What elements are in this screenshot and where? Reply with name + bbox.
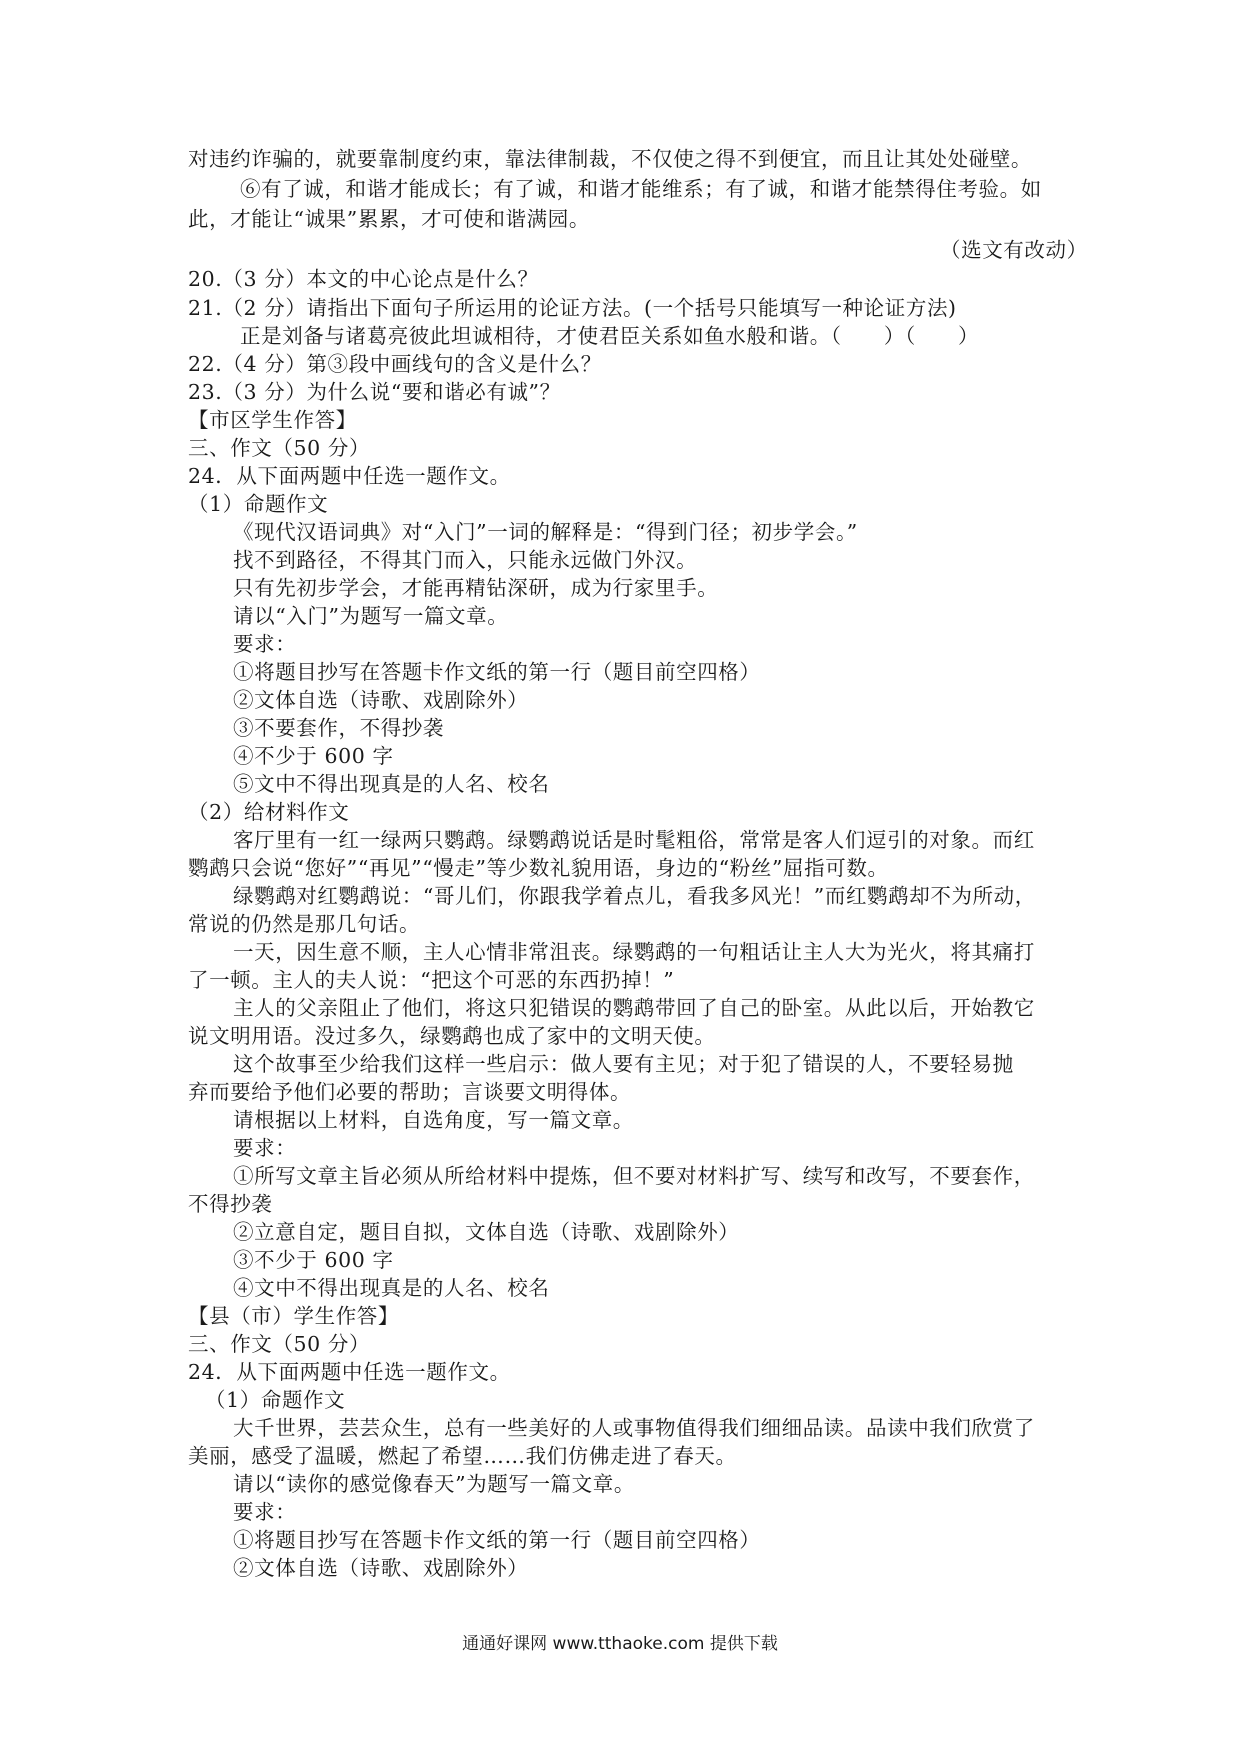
text-line: 弃而要给予他们必要的帮助；言谈要文明得体。 [188, 1080, 632, 1104]
requirement-item: ③不少于 600 字 [233, 1248, 394, 1272]
text-line: 一天，因生意不顺，主人心情非常沮丧。绿鹦鹉的一句粗话让主人大为光火，将其痛打 [233, 940, 1035, 964]
text-line: 正是刘备与诸葛亮彼此坦诚相待，才使君臣关系如鱼水般和谐。（ ）（ ） [240, 324, 980, 348]
text-line: ⑥有了诚，和谐才能成长；有了诚，和谐才能维系；有了诚，和谐才能禁得住考验。如 [240, 177, 1042, 201]
text-line: 不得抄袭 [188, 1192, 273, 1216]
text-line: 说文明用语。没过多久，绿鹦鹉也成了家中的文明天使。 [188, 1024, 716, 1048]
subsection-title: （1）命题作文 [188, 492, 329, 516]
requirements-label: 要求： [233, 632, 297, 656]
text-line: 鹦鹉只会说“您好”“再见”“慢走”等少数礼貌用语，身边的“粉丝”屈指可数。 [188, 856, 889, 880]
requirement-item: ④文中不得出现真是的人名、校名 [233, 1276, 550, 1300]
subsection-title: （1）命题作文 [205, 1388, 346, 1412]
text-line: 请以“入门”为题写一篇文章。 [233, 604, 509, 628]
text-line: 常说的仍然是那几句话。 [188, 912, 421, 936]
text-line: 只有先初步学会，才能再精钻深研，成为行家里手。 [233, 576, 719, 600]
requirement-item: ②文体自选（诗歌、戏剧除外） [233, 1556, 529, 1580]
text-line: 客厅里有一红一绿两只鹦鹉。绿鹦鹉说话是时髦粗俗，常常是客人们逗引的对象。而红 [233, 828, 1035, 852]
question-21: 21.（2 分）请指出下面句子所运用的论证方法。(一个括号只能填写一种论证方法) [188, 296, 957, 320]
text-line: 对违约诈骗的，就要靠制度约束，靠法律制裁，不仅使之得不到便宜，而且让其处处碰壁。 [188, 147, 1032, 171]
text-line: 了一顿。主人的夫人说：“把这个可恶的东西扔掉！” [188, 968, 675, 992]
text-line: 大千世界，芸芸众生，总有一些美好的人或事物值得我们细细品读。品读中我们欣赏了 [233, 1416, 1035, 1440]
text-line: 《现代汉语词典》对“入门”一词的解释是：“得到门径；初步学会。” [233, 520, 858, 544]
question-23: 23.（3 分）为什么说“要和谐必有诚”？ [188, 380, 561, 404]
text-line: 绿鹦鹉对红鹦鹉说：“哥儿们，你跟我学着点儿，看我多风光！”而红鹦鹉却不为所动， [233, 884, 1036, 908]
requirement-item: ①所写文章主旨必须从所给材料中提炼，但不要对材料扩写、续写和改写，不要套作， [233, 1164, 1035, 1188]
requirement-item: ②立意自定，题目自拟，文体自选（诗歌、戏剧除外） [233, 1220, 740, 1244]
page-footer: 通通好课网 www.tthaoke.com 提供下载 [462, 1634, 778, 1654]
requirement-item: ③不要套作，不得抄袭 [233, 716, 444, 740]
requirements-label: 要求： [233, 1500, 297, 1524]
section-title: 三、作文（50 分） [188, 1332, 371, 1356]
text-line: 主人的父亲阻止了他们，将这只犯错误的鹦鹉带回了自己的卧室。从此以后，开始教它 [233, 996, 1035, 1020]
requirement-item: ④不少于 600 字 [233, 744, 394, 768]
requirement-item: ⑤文中不得出现真是的人名、校名 [233, 772, 550, 796]
text-line: 找不到路径，不得其门而入，只能永远做门外汉。 [233, 548, 698, 572]
section-heading: 【县（市）学生作答】 [188, 1304, 399, 1328]
subsection-title: （2）给材料作文 [188, 800, 350, 824]
requirement-item: ①将题目抄写在答题卡作文纸的第一行（题目前空四格） [233, 1528, 761, 1552]
text-line: 请以“读你的感觉像春天”为题写一篇文章。 [233, 1472, 635, 1496]
text-line: （选文有改动） [940, 238, 1088, 262]
question-20: 20.（3 分）本文的中心论点是什么？ [188, 267, 539, 291]
text-line: 这个故事至少给我们这样一些启示：做人要有主见；对于犯了错误的人，不要轻易抛 [233, 1052, 1014, 1076]
question-22: 22.（4 分）第③段中画线句的含义是什么？ [188, 352, 602, 376]
question-24: 24．从下面两题中任选一题作文。 [188, 1360, 511, 1384]
text-line: 请根据以上材料，自选角度，写一篇文章。 [233, 1108, 634, 1132]
section-title: 三、作文（50 分） [188, 436, 371, 460]
requirements-label: 要求： [233, 1136, 297, 1160]
question-24: 24．从下面两题中任选一题作文。 [188, 464, 511, 488]
text-line: 美丽，感受了温暖，燃起了希望……我们仿佛走进了春天。 [188, 1444, 737, 1468]
text-line: 此，才能让“诚果”累累，才可使和谐满园。 [188, 207, 590, 231]
section-heading: 【市区学生作答】 [188, 408, 357, 432]
requirement-item: ①将题目抄写在答题卡作文纸的第一行（题目前空四格） [233, 660, 761, 684]
requirement-item: ②文体自选（诗歌、戏剧除外） [233, 688, 529, 712]
